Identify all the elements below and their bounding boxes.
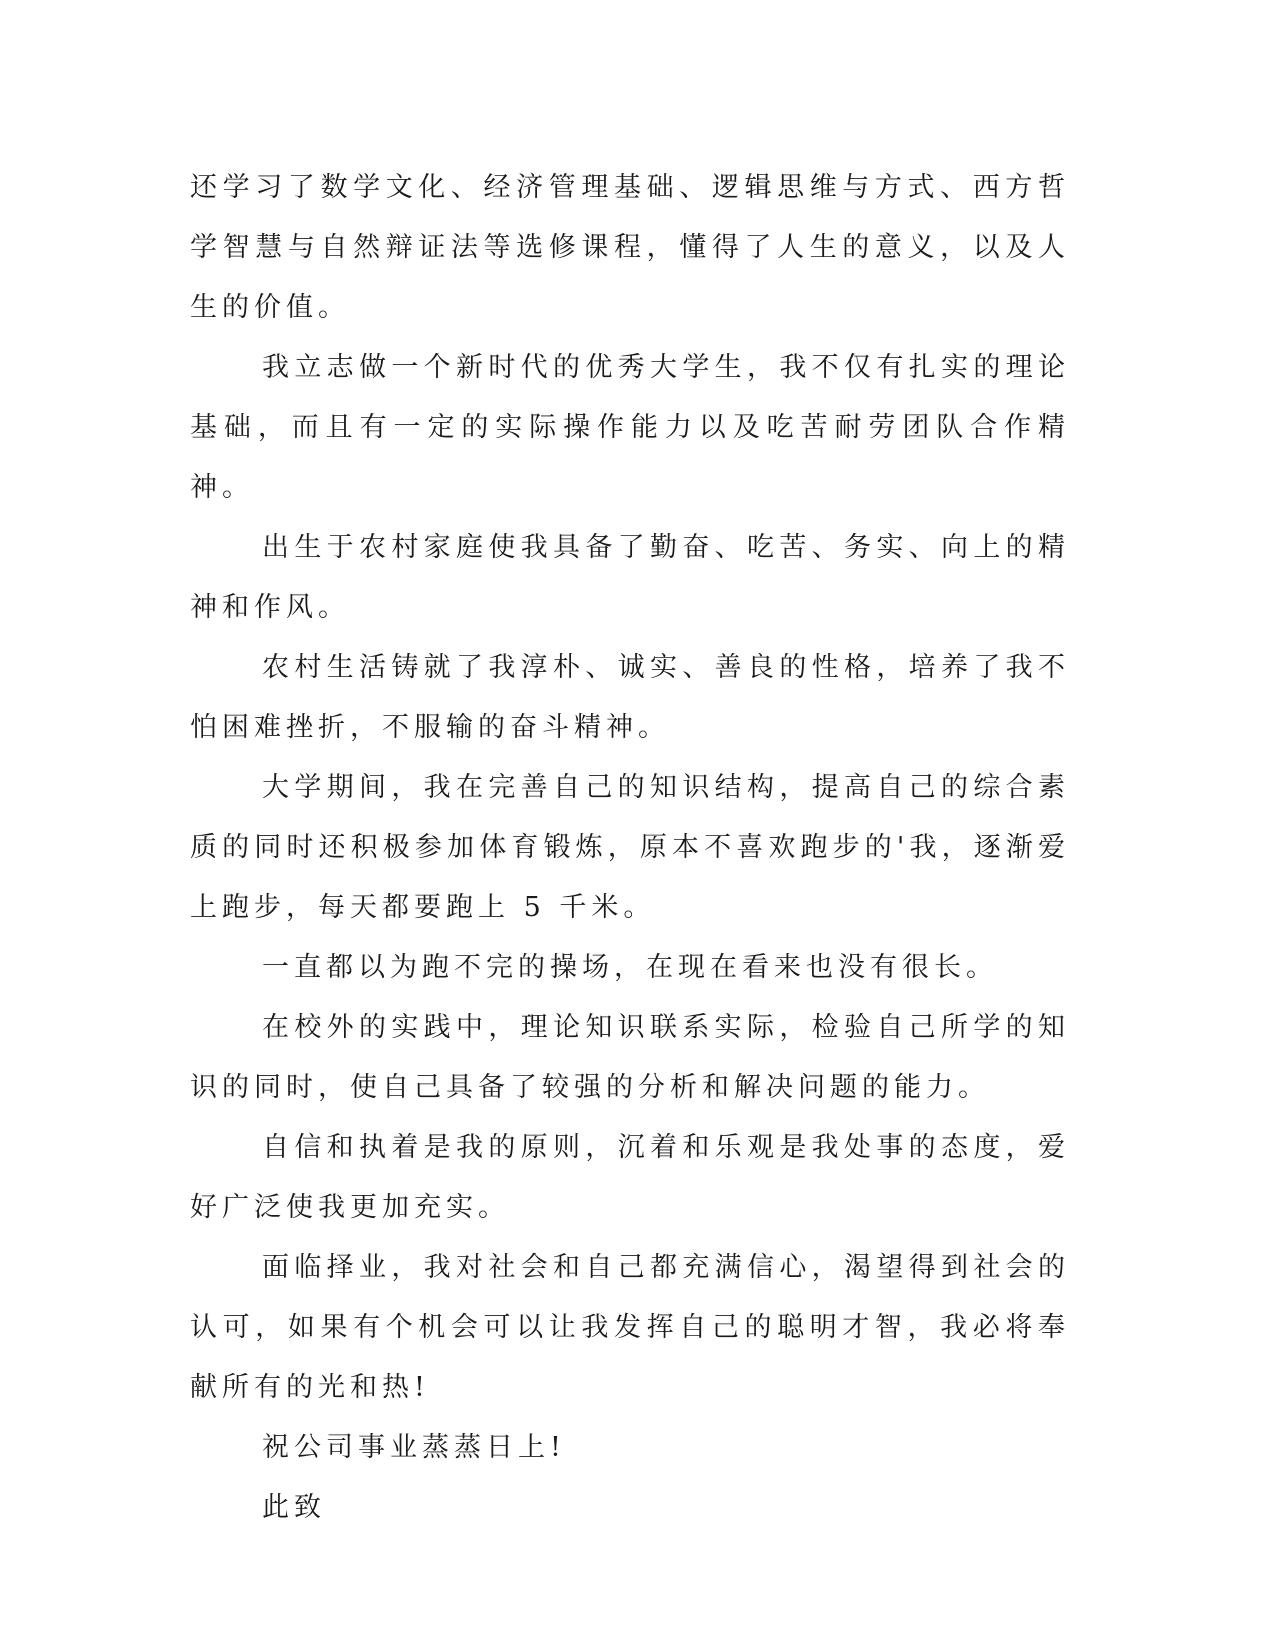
paragraph-1: 还学习了数学文化、经济管理基础、逻辑思维与方式、西方哲学智慧与自然辩证法等选修课程，懂得了人生的意义，以及人生的价值。 — [190, 172, 1070, 323]
paragraph-7: 在校外的实践中，理论知识联系实际，检验自己所学的知识的同时，使自己具备了较强的分析和解决问题的能力。 — [190, 1012, 1070, 1103]
closing-salutation: 此致 — [262, 1492, 326, 1523]
paragraph-4: 农村生活铸就了我淳朴、诚实、善良的性格，培养了我不怕困难挫折，不服输的奋斗精神。 — [190, 652, 1070, 743]
paragraph-3: 出生于农村家庭使我具备了勤奋、吃苦、务实、向上的精神和作风。 — [190, 532, 1070, 623]
paragraph-9: 面临择业，我对社会和自己都充满信心，渴望得到社会的认可，如果有个机会可以让我发挥自己的聪明才智，我必将奉献所有的光和热! — [190, 1252, 1070, 1403]
paragraph-6: 一直都以为跑不完的操场，在现在看来也没有很长。 — [262, 952, 998, 983]
paragraph-2: 我立志做一个新时代的优秀大学生，我不仅有扎实的理论基础，而且有一定的实际操作能力以及吃苦耐劳团队合作精神。 — [190, 352, 1070, 503]
letter-body — [190, 158, 1070, 1538]
closing-wish: 祝公司事业蒸蒸日上! — [262, 1432, 566, 1463]
paragraph-5: 大学期间，我在完善自己的知识结构，提高自己的综合素质的同时还积极参加体育锻炼，原本不喜欢跑步的'我，逐渐爱上跑步，每天都要跑上 5 千米。 — [190, 772, 1070, 923]
paragraph-8: 自信和执着是我的原则，沉着和乐观是我处事的态度，爱好广泛使我更加充实。 — [190, 1132, 1070, 1223]
